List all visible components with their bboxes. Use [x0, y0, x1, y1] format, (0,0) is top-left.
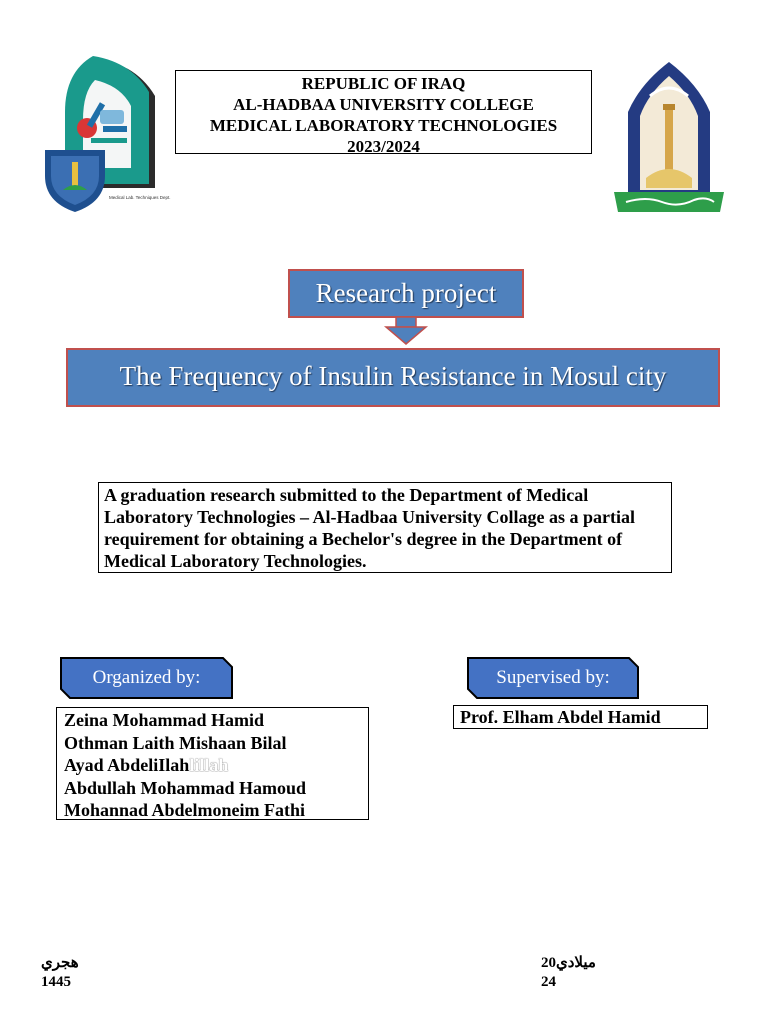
header-department: MEDICAL LABORATORY TECHNOLOGIES	[209, 116, 558, 135]
hijri-label: هجري	[41, 955, 79, 971]
student-name: Abdullah Mohammad Hamoud	[64, 777, 307, 798]
project-title: The Frequency of Insulin Resistance in Mosul city	[66, 348, 720, 407]
hijri-year: 1445	[41, 974, 71, 990]
student-names-list	[56, 707, 369, 820]
university-emblem	[612, 60, 726, 216]
student-name-row	[64, 754, 361, 777]
organized-by-label: Organized by:	[92, 667, 201, 688]
hijri-date	[41, 954, 79, 992]
department-logo	[43, 56, 171, 214]
student-name: Othman Laith Mishaan Bilal	[64, 732, 287, 753]
supervisor-name: Prof. Elham Abdel Hamid	[453, 705, 708, 729]
header-academic-year: 2023/2024	[347, 137, 420, 156]
student-name: Ayad AbdeliIlah	[64, 755, 190, 775]
supervised-by-label: Supervised by:	[496, 667, 610, 688]
header-country: REPUBLIC OF IRAQ	[301, 74, 466, 93]
gregorian-date	[541, 954, 596, 992]
down-arrow-icon	[385, 316, 427, 351]
gregorian-year: 24	[541, 974, 556, 990]
gregorian-label: 20ميلادي	[541, 955, 596, 971]
student-name: Mohannad Abdelmoneim Fathi	[64, 800, 306, 820]
graduation-statement: A graduation research submitted to the Department of Medical Laboratory Technologies – Al-Hadbaa University Collage as a partial requirement for obtaining a Bechelor's degree in the Department of Medical Laboratory Technologies.	[98, 482, 672, 573]
header-college: AL-HADBAA UNIVERSITY COLLEGE	[233, 95, 534, 114]
research-project-label: Research project	[288, 269, 524, 318]
organized-by-tab	[60, 657, 233, 699]
supervised-by-tab	[467, 657, 639, 699]
institution-header	[175, 70, 592, 154]
logo-caption: Medical Lab. Techniques Dept.	[109, 195, 171, 200]
student-name: Zeina Mohammad Hamid	[64, 710, 265, 730]
student-name-overflow: lillah	[189, 755, 229, 775]
